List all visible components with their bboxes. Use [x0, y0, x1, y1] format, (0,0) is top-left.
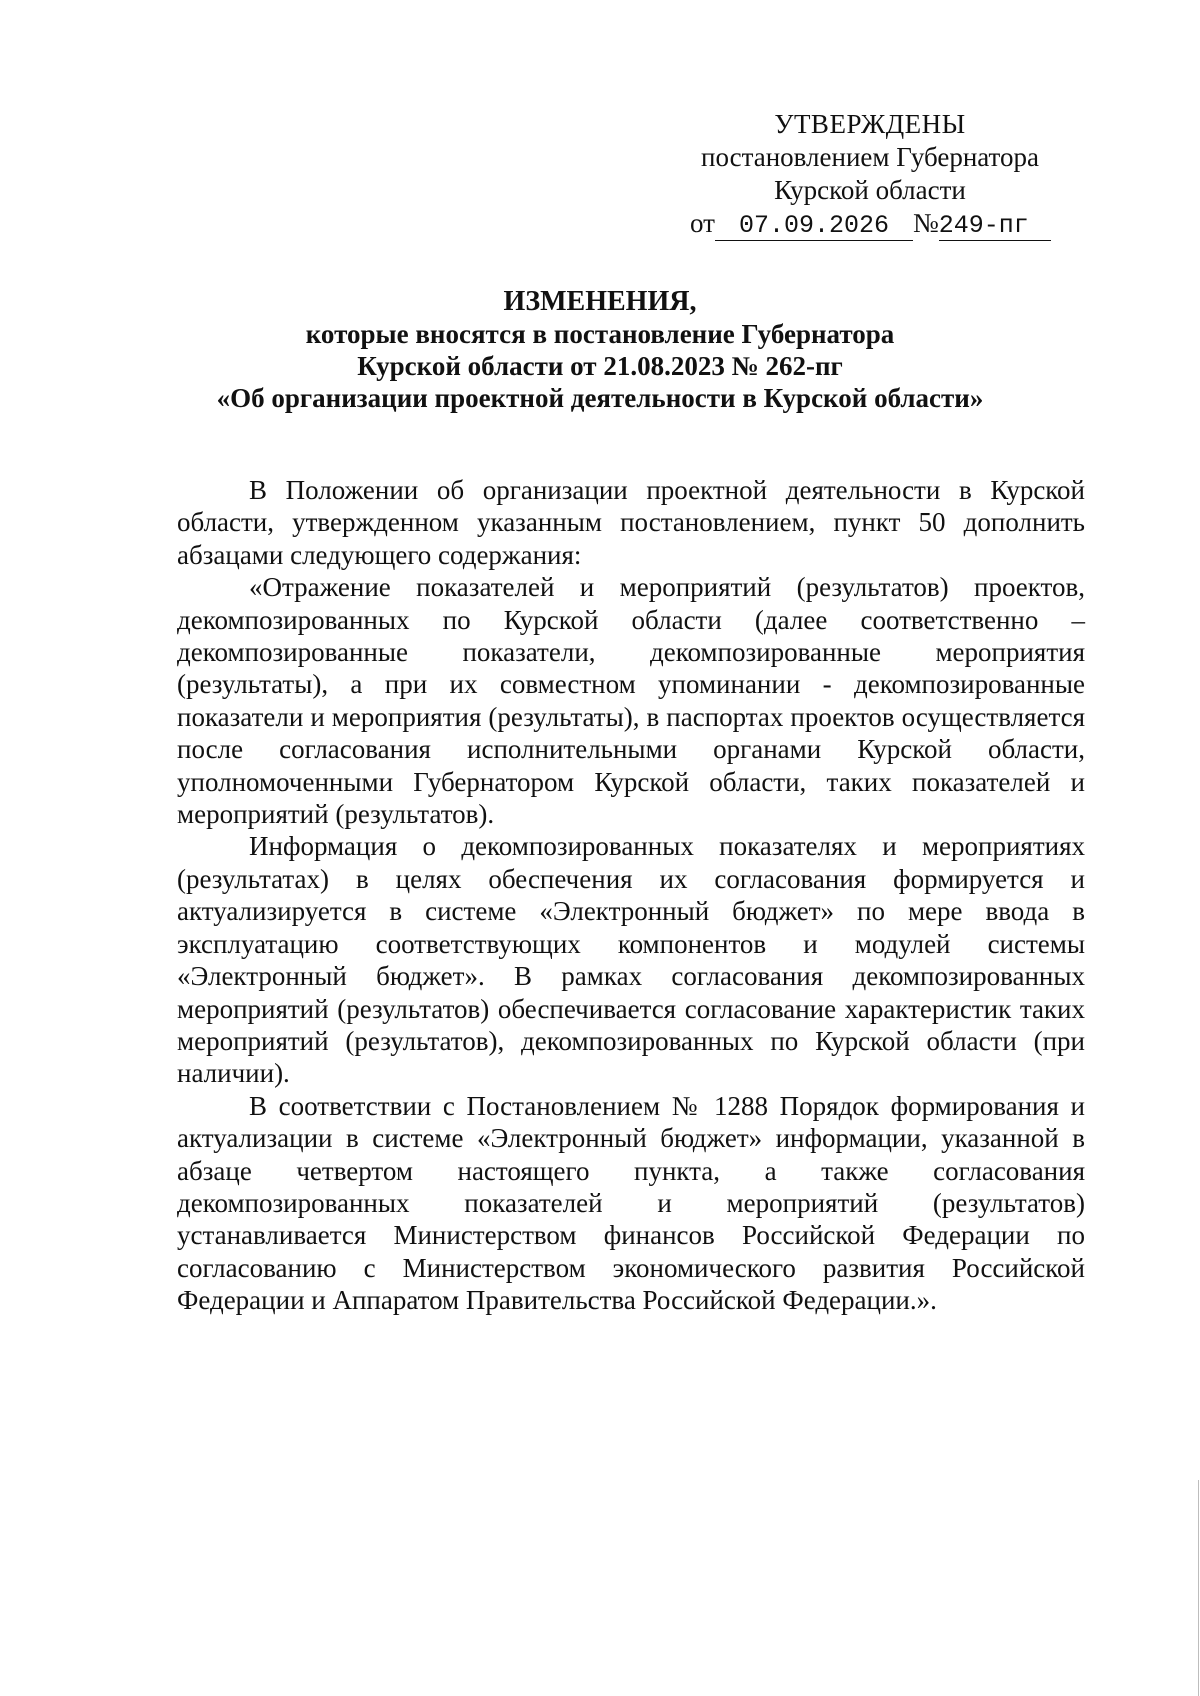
- approval-line-region: Курской области: [774, 175, 966, 205]
- title-line-2: Курской области от 21.08.2023 № 262-пг: [357, 351, 843, 381]
- title-line-1: которые вносятся в постановление Губернатора: [305, 319, 895, 349]
- title-line-3: «Об организации проектной деятельности в Курской области»: [216, 383, 984, 413]
- approved-heading: УТВЕРЖДЕНЫ: [774, 109, 966, 139]
- document-title: [140, 286, 1060, 414]
- scan-edge-line: [1198, 1480, 1199, 1696]
- paragraph-reflection: «Отражение показателей и мероприятий (результатов) проектов, декомпозированных по Курской области (далее соответственно – декомпозированные показатели, декомпозированные мероприятия (результаты), а при их совместном упоминании - декомпозированные показатели и мероприятия (результаты), в паспортах проектов осуществляется после согласования исполнительными органами Курской области, уполномоченными Губернатором Курской области, таких показателей и мероприятий (результатов).: [177, 572, 1085, 830]
- number-prefix: №: [912, 208, 939, 238]
- title-main: ИЗМЕНЕНИЯ,: [503, 286, 697, 317]
- paragraph-intro: В Положении об организации проектной деятельности в Курской области, утвержденном указанным постановлением, пункт 50 дополнить абзацами следующего содержания:: [177, 475, 1085, 570]
- date-prefix: от: [690, 208, 715, 238]
- document-body: [177, 474, 1085, 1317]
- paragraph-procedure: В соответствии с Постановлением № 1288 Порядок формирования и актуализации в системе «Электронный бюджет» информации, указанной в абзаце четвертом настоящего пункта, а также согласования декомпозированных показателей и мероприятий (результатов) устанавливается Министерством финансов Российской Федерации по согласованию с Министерством экономического развития Российской Федерации и Аппаратом Правительства Российской Федерации.».: [177, 1090, 1085, 1316]
- approval-date: 07.09.2026: [715, 212, 913, 241]
- approval-number: 249-пг: [939, 212, 1051, 241]
- approval-order-line: [680, 207, 1060, 241]
- approval-stamp-block: [680, 108, 1060, 241]
- paragraph-information: Информация о декомпозированных показателях и мероприятиях (результатах) в целях обеспечения их согласования формируется и актуализируется в системе «Электронный бюджет» по мере ввода в эксплуатацию соответствующих компонентов и модулей системы «Электронный бюджет». В рамках согласования декомпозированных мероприятий (результатов) обеспечивается согласование характеристик таких мероприятий (результатов), декомпозированных по Курской области (при наличии).: [177, 831, 1085, 1089]
- approval-line-resolution: постановлением Губернатора: [701, 142, 1039, 172]
